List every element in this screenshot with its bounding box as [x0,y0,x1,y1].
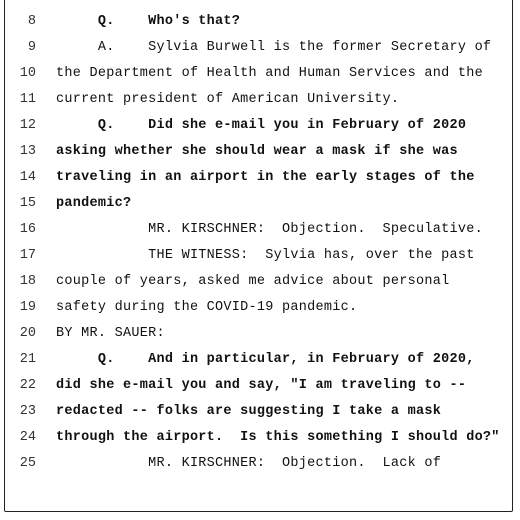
line-number: 20 [19,326,36,341]
transcript-line [0,87,520,113]
line-number: 25 [19,456,36,471]
question-text: Q. And in particular, in February of 2020, [56,352,475,367]
line-number: 23 [19,404,36,419]
question-text: did she e-mail you and say, "I am traveling to -- [56,378,467,393]
transcript-line [0,321,520,347]
transcript-line [0,9,520,35]
line-text: the Department of Health and Human Services and the [56,66,483,81]
line-number: 13 [19,144,36,159]
transcript-line [0,217,520,243]
transcript-line [0,399,520,425]
line-number: 8 [27,14,36,29]
transcript-line [0,165,520,191]
line-number: 17 [19,248,36,263]
line-text: A. Sylvia Burwell is the former Secretary of [56,40,492,55]
transcript-line [0,243,520,269]
question-text: redacted -- folks are suggesting I take a mask [56,404,442,419]
line-number: 18 [19,274,36,289]
line-text: MR. KIRSCHNER: Objection. Speculative. [56,222,483,237]
clipped-top-line [0,0,520,4]
question-text: pandemic? [56,196,132,211]
transcript-line [0,373,520,399]
line-text: current president of American University. [56,92,400,107]
line-number: 24 [19,430,36,445]
question-text: asking whether she should wear a mask if she was [56,144,458,159]
deposition-transcript [0,9,520,477]
line-number: 10 [19,66,36,81]
transcript-line [0,113,520,139]
line-text: MR. KIRSCHNER: Objection. Lack of [56,456,442,471]
question-text: Q. Who's that? [56,14,241,29]
line-text: safety during the COVID-19 pandemic. [56,300,358,315]
transcript-line [0,269,520,295]
line-number: 11 [19,92,36,107]
transcript-line [0,35,520,61]
line-text: BY MR. SAUER: [56,326,165,341]
question-text: traveling in an airport in the early stages of the [56,170,475,185]
transcript-line [0,139,520,165]
line-number: 19 [19,300,36,315]
line-number: 9 [27,40,36,55]
line-number: 14 [19,170,36,185]
line-number: 16 [19,222,36,237]
line-number: 21 [19,352,36,367]
line-text: THE WITNESS: Sylvia has, over the past [56,248,475,263]
question-text: Q. Did she e-mail you in February of 2020 [56,118,467,133]
line-number: 12 [19,118,36,133]
line-number: 15 [19,196,36,211]
transcript-line [0,295,520,321]
transcript-line [0,451,520,477]
line-text: couple of years, asked me advice about personal [56,274,450,289]
question-text: through the airport. Is this something I should do?" [56,430,500,445]
transcript-line [0,61,520,87]
transcript-line [0,425,520,451]
line-number: 22 [19,378,36,393]
transcript-line [0,347,520,373]
transcript-line [0,191,520,217]
